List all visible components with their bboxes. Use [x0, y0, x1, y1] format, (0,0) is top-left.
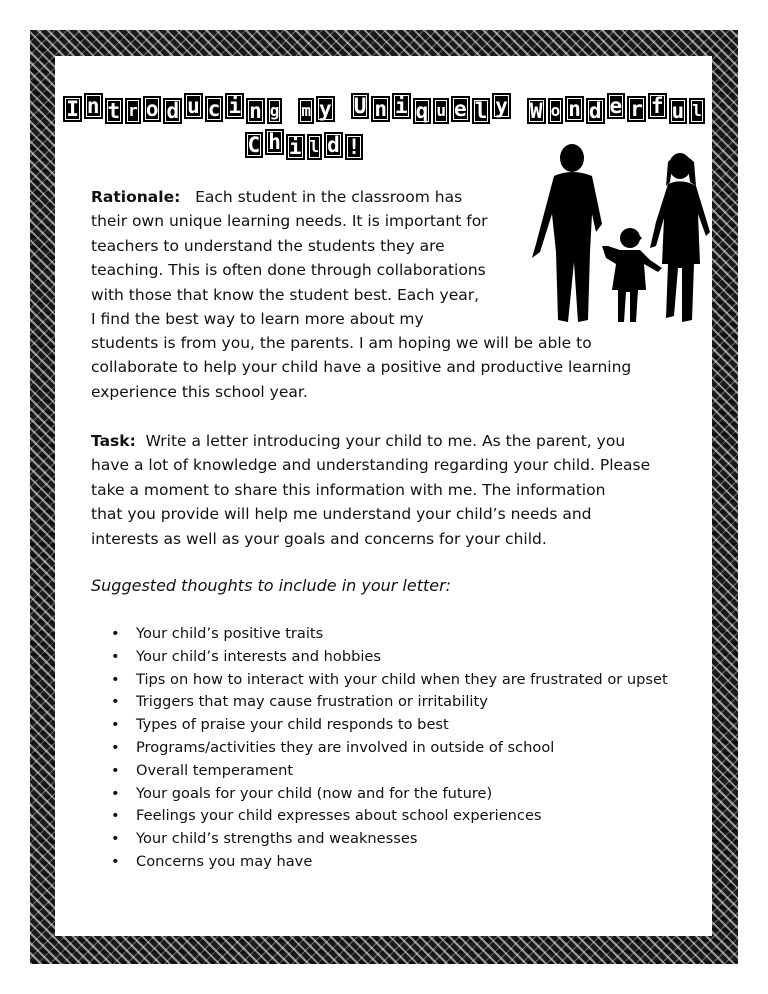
title-letter-tile: t — [105, 98, 124, 124]
rationale-top-block — [91, 185, 531, 331]
suggestions-heading: Suggested thoughts to include in your letter: — [91, 576, 452, 595]
title-letter-tile: u — [433, 98, 449, 124]
rationale-line: teachers to understand the students they are — [91, 236, 445, 255]
task-line: have a lot of knowledge and understanding regarding your child. Please — [91, 456, 651, 475]
rationale-line: with those that know the student best. Each year, — [91, 285, 480, 304]
title-letter-tile: m — [298, 98, 314, 124]
task-line: take a moment to share this information with me. The information — [91, 480, 606, 499]
title-word — [350, 96, 512, 124]
family-silhouette-image — [522, 142, 714, 328]
rationale-line: I find the best way to learn more about my — [91, 310, 424, 329]
list-item: • Your goals for your child (now and for the future) — [109, 783, 669, 806]
title-letter-tile: u — [669, 98, 688, 124]
rationale-line: Rationale: Each student in the classroom has — [91, 188, 463, 206]
title-letter-tile: l — [689, 98, 705, 124]
title-word — [244, 132, 365, 160]
title-letter-tile: y — [316, 96, 335, 122]
title-letter-tile: n — [565, 96, 584, 122]
rationale-line: collaborate to help your child have a positive and productive learning — [91, 358, 632, 377]
title-letter-tile: ! — [345, 134, 364, 160]
title-letter-tile: n — [84, 93, 103, 119]
list-item: • Concerns you may have — [109, 851, 669, 874]
title-letter-tile: C — [245, 132, 264, 158]
list-item: • Programs/activities they are involved in outside of school — [109, 737, 669, 760]
title-letter-tile: i — [225, 93, 244, 119]
rationale-line: their own unique learning needs. It is important for — [91, 212, 488, 231]
title-letter-tile: f — [648, 93, 667, 119]
title-word — [297, 96, 335, 124]
task-line: interests as well as your goals and concerns for your child. — [91, 529, 547, 548]
title-letter-tile: U — [351, 93, 370, 119]
title-letter-tile: o — [548, 98, 564, 124]
rationale-label: Rationale: — [91, 188, 181, 206]
title-letter-tile: u — [184, 93, 203, 119]
title-letter-tile: o — [143, 96, 162, 122]
list-item: • Your child’s positive traits — [109, 623, 669, 646]
title-letter-tile: e — [607, 93, 626, 119]
rationale-bottom-block — [91, 331, 701, 404]
title-letter-tile: n — [371, 96, 390, 122]
list-item: • Triggers that may cause frustration or irritability — [109, 691, 669, 714]
list-item: • Overall temperament — [109, 760, 669, 783]
task-line: that you provide will help me understand your child’s needs and — [91, 505, 592, 524]
title-letter-tile: q — [413, 98, 432, 124]
title-letter-tile: i — [286, 134, 305, 160]
title-word — [526, 96, 706, 124]
list-item: • Your child’s strengths and weaknesses — [109, 828, 669, 851]
title-letter-tile: e — [451, 96, 470, 122]
rationale-line: experience this school year. — [91, 382, 308, 401]
title-letter-tile: h — [265, 129, 284, 155]
list-item: • Feelings your child expresses about school experiences — [109, 805, 669, 828]
list-item: • Types of praise your child responds to best — [109, 714, 669, 737]
title-letter-tile: i — [392, 93, 411, 119]
suggestions-list — [109, 623, 669, 874]
title-letter-tile: d — [586, 98, 605, 124]
rationale-line: teaching. This is often done through collaborations — [91, 261, 486, 280]
title-letter-tile: W — [527, 98, 546, 124]
title-letter-tile: g — [267, 98, 283, 124]
list-item: • Tips on how to interact with your child when they are frustrated or upset — [109, 669, 669, 692]
title-letter-tile: d — [163, 98, 182, 124]
title-letter-tile: l — [472, 98, 491, 124]
title-letter-tile: c — [205, 96, 224, 122]
title-letter-tile: n — [246, 98, 265, 124]
title-letter-tile: y — [492, 93, 511, 119]
title-word — [62, 96, 283, 124]
title-letter-tile: r — [125, 98, 141, 124]
task-line: Task: Write a letter introducing your child to me. As the parent, you — [91, 432, 626, 450]
rationale-line: students is from you, the parents. I am hoping we will be able to — [91, 334, 592, 352]
title-letter-tile: l — [307, 134, 323, 160]
list-item: • Your child’s interests and hobbies — [109, 646, 669, 669]
task-block — [91, 429, 691, 551]
title-letter-tile: I — [63, 96, 82, 122]
title-letter-tile: d — [324, 132, 343, 158]
page-title-line-1 — [0, 96, 768, 124]
task-label: Task: — [91, 432, 136, 450]
title-letter-tile: r — [627, 96, 646, 122]
